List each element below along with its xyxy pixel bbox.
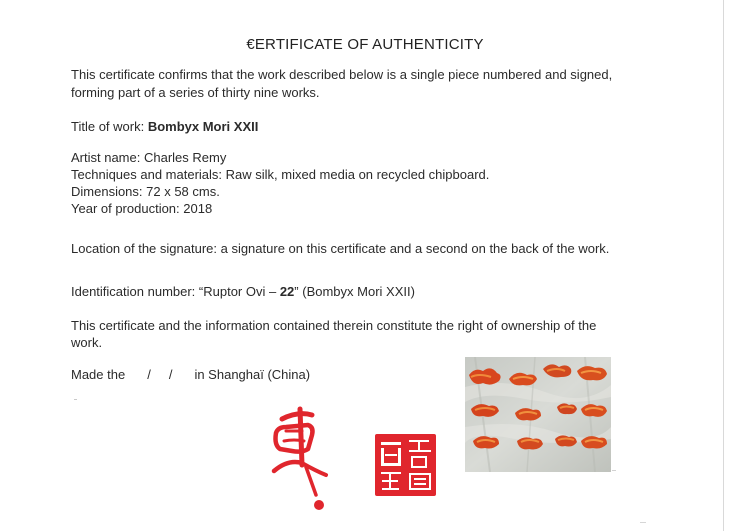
title-of-work: [71, 118, 258, 136]
seal-glyph: [373, 432, 438, 498]
certificate-title: €ERTIFICATE OF AUTHENTICITY: [246, 36, 484, 53]
date-slash-2: /: [168, 367, 173, 382]
page-edge-line: [723, 0, 724, 531]
date-slash-1: /: [147, 367, 151, 382]
year-of-production: Year of production: 2018: [71, 201, 213, 216]
red-signature-seal: [262, 405, 334, 515]
made-line: [71, 366, 310, 384]
speck: [640, 522, 646, 523]
signature-location: Location of the signature: a signature on this certificate and a second on the back of the work.: [71, 241, 610, 256]
identification-number-value: 22: [279, 284, 295, 299]
identification-prefix: Identification number: “Ruptor Ovi –: [71, 284, 280, 299]
ownership-line-1: This certificate and the information contained therein constitute the right of ownership of the: [71, 318, 597, 333]
signature-glyph: [262, 405, 334, 515]
artwork-photo: [465, 357, 611, 472]
identification-suffix: ” (Bombyx Mori XXII): [294, 284, 415, 299]
square-chinese-seal: [373, 432, 438, 498]
speck: [74, 399, 77, 400]
intro-line-1: This certificate confirms that the work described below is a single piece numbered and signed,: [71, 67, 613, 82]
identification-number: [71, 283, 415, 301]
title-of-work-value: Bombyx Mori XXII: [147, 119, 259, 134]
intro-line-2: forming part of a series of thirty nine works.: [71, 85, 320, 100]
dimensions: Dimensions: 72 x 58 cms.: [71, 184, 220, 199]
title-of-work-label: Title of work:: [71, 119, 148, 134]
techniques-materials: Techniques and materials: Raw silk, mixed media on recycled chipboard.: [71, 167, 490, 182]
artwork-image: [465, 357, 611, 472]
ownership-line-2: work.: [71, 335, 103, 350]
artist-name: Artist name: Charles Remy: [71, 150, 227, 165]
speck: [612, 470, 616, 471]
made-label: Made the: [71, 367, 126, 382]
made-place: in Shanghaï (China): [194, 367, 311, 382]
